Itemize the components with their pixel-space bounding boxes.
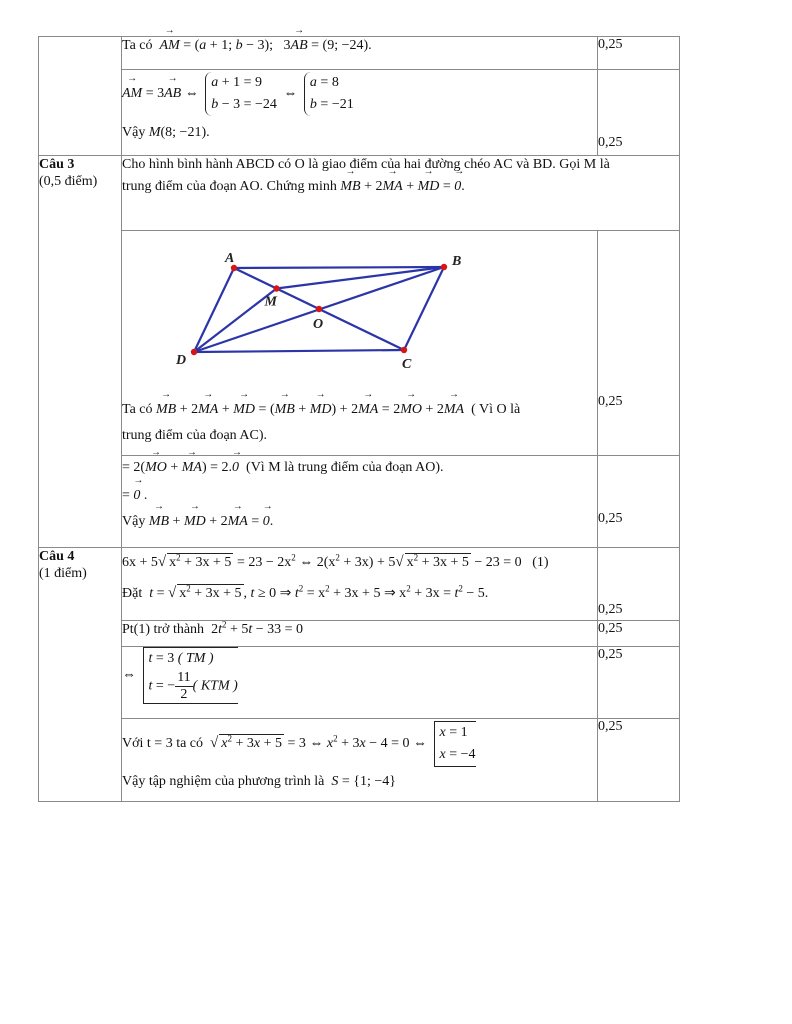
table-row — [39, 621, 680, 647]
point-C — [401, 347, 407, 353]
solution-bracket: x = 1 x = −4 — [434, 721, 476, 767]
table-row — [39, 37, 680, 70]
table-row — [39, 456, 680, 548]
score-cell — [598, 37, 680, 70]
equation-line: Pt(1) trở thành $2t^2 + 5t - 33 = 0$ — [122, 619, 304, 637]
point-label-C: C — [402, 357, 412, 372]
solution-bracket: t = 3 ( TM ) t = − $\frac{11}{2}$ ( KTM ) — [143, 647, 238, 704]
score-cell — [598, 719, 680, 802]
table-row — [39, 231, 680, 456]
score-value: 0,25 — [598, 621, 623, 636]
solution-cell — [122, 719, 598, 802]
question-cell — [39, 548, 122, 802]
equation-system: a = 8 b = −21 — [304, 72, 354, 116]
proof-line: = 2(→ MO + → MA) = 2.→ 0 (Vì M là trung điểm của đoạn AO). — [122, 459, 597, 477]
point-label-A: A — [225, 251, 235, 266]
question-title: Câu 3 — [39, 157, 75, 172]
table-row — [39, 647, 680, 719]
point-B — [441, 264, 447, 270]
question-points: (0,5 điểm) — [39, 174, 98, 189]
question-cell — [39, 156, 122, 548]
parallelogram-figure — [122, 231, 592, 381]
prompt-line: trung điểm của đoạn AO. Chứng minh → MB + 2→ MA + → MD = → 0. — [122, 178, 679, 196]
score-value: 0,25 — [598, 394, 623, 409]
conclusion-line: Vậy M(8; −21). — [122, 125, 210, 140]
point-label-D: D — [176, 353, 187, 368]
question-points: (1 điểm) — [39, 566, 87, 581]
point-label-M: M — [264, 294, 277, 310]
equation-line: 6x + 5√ $x^2 + 3x + 5 = 23 - 2x^2$ ⇔ $2(x^2 + 3x) + 5√$ $x^2 + 3x + 5 - 23 = 0$ (1) — [122, 552, 549, 570]
score-value: 0,25 — [598, 135, 623, 150]
solution-cell — [122, 621, 598, 647]
score-cell — [598, 548, 680, 621]
proof-line: Ta có → MB + 2→ MA + → MD = (→ MB + → MD) + 2→ MA = 2→ MO + 2→ MA ( Vì O là — [122, 401, 597, 419]
system-line: → AM = 3→ AB ⇔ a + 1 = 9 b − 3 = −24 ⇔ a = 8 b = −21 — [122, 72, 597, 116]
segment-MB — [277, 267, 445, 289]
solution-cell — [122, 456, 598, 548]
answer-key-table — [38, 36, 680, 802]
score-value: 0,25 — [598, 511, 623, 526]
question-title: Câu 4 — [39, 549, 75, 564]
solution-cell — [122, 548, 598, 621]
table-row — [39, 70, 680, 156]
score-value: 0,25 — [598, 719, 623, 734]
formula-line: Ta có → AM = (a + 1; b − 3); 3→ AB = (9; −24). — [122, 37, 597, 55]
proof-line: = → 0 . — [122, 487, 597, 505]
score-cell — [598, 647, 680, 719]
point-label-O: O — [313, 317, 324, 332]
solution-cell — [122, 231, 598, 456]
equation-line: Đặt t = √ $x^2 + 3x + 5$ , t ≥ 0 ⇒ $t^2 = x^2 + 3x + 5$ ⇒ $x^2 + 3x = t^2 - 5$. — [122, 583, 489, 601]
score-value: 0,25 — [598, 37, 623, 52]
table-row — [39, 719, 680, 802]
prompt-line: Cho hình bình hành ABCD có O là giao điểm của hai đường chéo AC và BD. Gọi M là — [122, 157, 610, 172]
question-cell-empty — [39, 37, 122, 156]
score-cell — [598, 456, 680, 548]
point-label-B: B — [452, 254, 462, 269]
score-cell — [598, 621, 680, 647]
segment-CD — [194, 350, 404, 352]
solution-bracket-line: ⇔ t = 3 ( TM ) t = − $\frac{11}{2}$ ( KTM ) — [122, 647, 597, 704]
score-cell — [598, 231, 680, 456]
proof-line: trung điểm của đoạn AC). — [122, 428, 268, 443]
solution-cell — [122, 70, 598, 156]
solution-cell — [122, 647, 598, 719]
table-row — [39, 156, 680, 231]
point-O — [316, 306, 322, 312]
conclusion-line: Vậy → MB + → MD + 2→ MA = → 0. — [122, 513, 597, 531]
prompt-cell — [122, 156, 680, 231]
score-value: 0,25 — [598, 647, 623, 662]
table-row — [39, 548, 680, 621]
segment-AB — [234, 267, 444, 268]
point-D — [191, 349, 197, 355]
solution-cell — [122, 37, 598, 70]
conclusion-line: Vậy tập nghiệm của phương trình là S = {1; −4} — [122, 774, 397, 789]
point-M — [273, 285, 279, 291]
score-value: 0,25 — [598, 602, 623, 617]
score-cell — [598, 70, 680, 156]
equation-line: Với t = 3 ta có √ $x^2 + 3x + 5 = 3$ ⇔ $x^2 + 3x - 4 = 0$ ⇔ x = 1 x = −4 — [122, 721, 597, 767]
equation-system: a + 1 = 9 b − 3 = −24 — [205, 72, 277, 116]
